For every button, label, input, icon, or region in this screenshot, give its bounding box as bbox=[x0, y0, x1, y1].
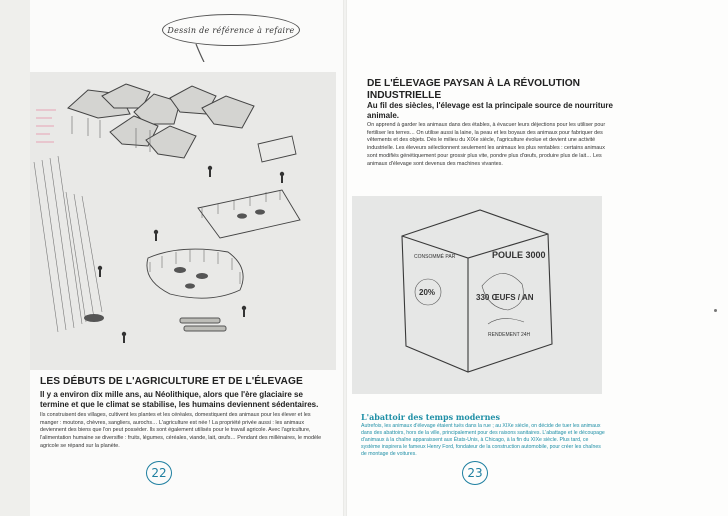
handwritten-note: Dessin de référence à refaire bbox=[162, 14, 300, 46]
page-number-right: 23 bbox=[462, 461, 488, 485]
village-sketch-illustration bbox=[30, 72, 336, 370]
box-sub-label: RENDEMENT 24H bbox=[488, 332, 531, 338]
left-heading: LES DÉBUTS DE L'AGRICULTURE ET DE L'ÉLEVAGE bbox=[40, 376, 303, 387]
sidebar-box-text: Autrefois, les animaux d'élevage étaient tués dans la rue ; au XIXe siècle, on décide de tuer les animaux dans des abattoirs, hors de la ville, principalement pour des raisons sanitaires. L'abattage et le découpage d'animaux à la chaîne apparaissent aux États-Unis, à Chicago, à la fin du XIXe siècle. Plus tard, ce système inspirera le fameux Henry Ford, fondateur de la construction automobile, pour créer les chaînes de montage de voitures. bbox=[361, 423, 605, 457]
page-number-left: 22 bbox=[146, 461, 172, 485]
sidebar-box-title: L'abattoir des temps modernes bbox=[361, 412, 501, 422]
note-pointer bbox=[194, 44, 206, 62]
left-lead-paragraph: Il y a environ dix mille ans, au Néolithique, alors que l'ère glaciaire se termine et que le climat se stabilise, les humains deviennent sédentaires. bbox=[40, 390, 319, 410]
page-edge bbox=[0, 0, 30, 516]
box-side-label: CONSOMMÉ PAR bbox=[414, 254, 456, 260]
box-badge-label: 20% bbox=[419, 288, 436, 297]
left-body-text: Ils construisent des villages, cultivent les plantes et les céréales, domestiquent des animaux pour les élever et les manger : moutons, chèvres, sangliers, aurochs… L'agriculture est née ! La propriété privée aussi : les animaux deviennent des biens que l'on peut posséder. Ils sont également utilisés pour le travail agricole. Avec l'agriculture, l'alimentation humaine se diversifie : fruits, légumes, céréales, viande, lait, œufs… Pendant des millénaires, le modèle agricole se répand sur la planète. bbox=[40, 412, 322, 449]
right-body-text: On apprend à garder les animaux dans des étables, à évacuer leurs déjections pour les utiliser pour fertiliser les terres… On utilise aussi la laine, la peau et les boyaux des animaux pour fabriquer des vêtements et des objets. Dès le milieu du XIXe siècle, l'agriculture évolue et devient une activité industrielle. Les éleveurs sélectionnent seulement les animaux les plus rentables : certains animaux sont modifiés génétiquement pour grossir plus vite, pondre plus d'œufs, produire plus de lait… Les animaux d'élevage sont devenus des machines vivantes. bbox=[367, 122, 606, 167]
right-heading: DE L'ÉLEVAGE PAYSAN À LA RÉVOLUTION INDUSTRIELLE bbox=[367, 78, 580, 101]
book-gutter bbox=[343, 0, 347, 516]
egg-box-illustration bbox=[352, 196, 602, 394]
box-brand-label: POULE 3000 bbox=[492, 250, 546, 260]
right-lead-paragraph: Au fil des siècles, l'élevage est la principale source de nourriture animale. bbox=[367, 101, 613, 121]
box-stat-label: 330 ŒUFS / AN bbox=[476, 293, 534, 302]
margin-mark bbox=[714, 309, 717, 312]
